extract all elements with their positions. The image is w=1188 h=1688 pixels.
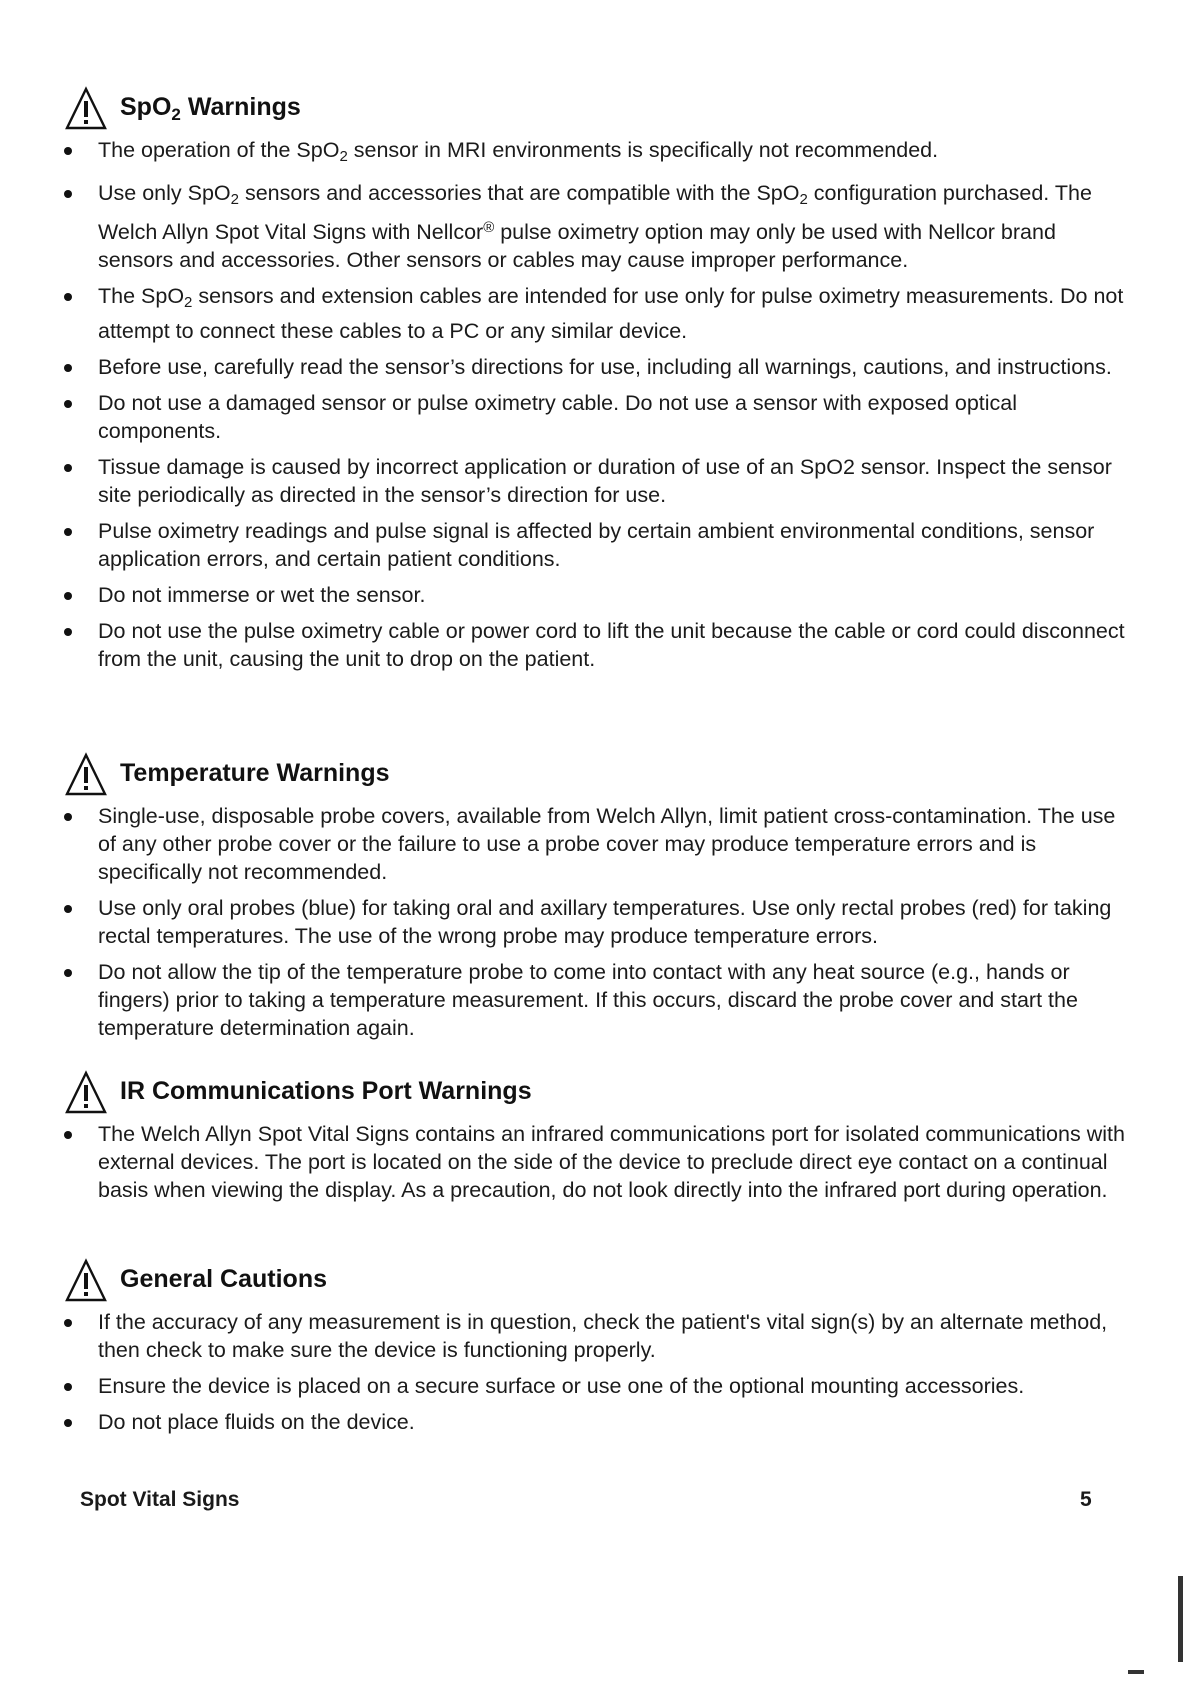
list-item: Single-use, disposable probe covers, available from Welch Allyn, limit patient cross-contamination. The use of any other probe cover or the failure to use a probe cover may produce temperature errors and is specifically not recommended. <box>56 802 1136 886</box>
section-heading <box>56 748 1136 802</box>
warning-icon <box>64 1258 108 1304</box>
section-heading <box>56 1066 1136 1120</box>
list-item: Do not use a damaged sensor or pulse oximetry cable. Do not use a sensor with exposed optical components. <box>56 389 1136 445</box>
list-item: Tissue damage is caused by incorrect application or duration of use of an SpO2 sensor. Inspect the sensor site periodically as directed in the sensor’s direction for use. <box>56 453 1136 509</box>
list-item: The Welch Allyn Spot Vital Signs contains an infrared communications port for isolated communications with external devices. The port is located on the side of the device to preclude direct eye contact on a continual basis when viewing the display. As a precaution, do not look directly into the infrared port during operation. <box>56 1120 1136 1204</box>
list-item: Use only oral probes (blue) for taking oral and axillary temperatures. Use only rectal probes (red) for taking rectal temperatures. The use of the wrong probe may produce temperature errors. <box>56 894 1136 950</box>
scan-speck <box>1128 1670 1144 1674</box>
section-title: IR Communications Port Warnings <box>120 1077 532 1105</box>
list-item: Do not allow the tip of the temperature probe to come into contact with any heat source (e.g., hands or fingers) prior to taking a temperature measurement. If this occurs, discard the probe cover and start the temperature determination again. <box>56 958 1136 1042</box>
spo2-warnings-section <box>56 82 1136 681</box>
footer-page-number: 5 <box>1080 1488 1092 1511</box>
bullet-list <box>56 136 1136 673</box>
bullet-list <box>56 1308 1136 1436</box>
general-cautions-section <box>56 1254 1136 1444</box>
footer-document-title: Spot Vital Signs <box>80 1488 240 1511</box>
list-item: The SpO$_2$ sensors and extension cables are intended for use only for pulse oximetry measurements. Do not attempt to connect these cables to a PC or any similar device. <box>56 282 1136 345</box>
list-item: Before use, carefully read the sensor’s directions for use, including all warnings, cautions, and instructions. <box>56 353 1136 381</box>
bullet-list <box>56 802 1136 1042</box>
list-item: The operation of the SpO$_2$ sensor in MRI environments is specifically not recommended. <box>56 136 1136 171</box>
section-title: SpO$_2$ Warnings <box>120 93 301 124</box>
bullet-list <box>56 1120 1136 1204</box>
section-heading <box>56 82 1136 136</box>
list-item: Ensure the device is placed on a secure surface or use one of the optional mounting accessories. <box>56 1372 1136 1400</box>
ir-port-warnings-section <box>56 1066 1136 1212</box>
list-item: If the accuracy of any measurement is in question, check the patient's vital sign(s) by an alternate method, then check to make sure the device is functioning properly. <box>56 1308 1136 1364</box>
list-item: Do not use the pulse oximetry cable or power cord to lift the unit because the cable or cord could disconnect from the unit, causing the unit to drop on the patient. <box>56 617 1136 673</box>
list-item: Pulse oximetry readings and pulse signal is affected by certain ambient environmental conditions, sensor application errors, and certain patient conditions. <box>56 517 1136 573</box>
section-title: Temperature Warnings <box>120 759 390 787</box>
section-heading <box>56 1254 1136 1308</box>
scan-edge-mark <box>1178 1576 1183 1662</box>
temperature-warnings-section <box>56 748 1136 1050</box>
list-item: Do not immerse or wet the sensor. <box>56 581 1136 609</box>
section-title: General Cautions <box>120 1265 327 1293</box>
warning-icon <box>64 1070 108 1116</box>
list-item: Use only SpO$_2$ sensors and accessories that are compatible with the SpO$_2$ configuration purchased. The Welch Allyn Spot Vital Signs with Nellcor® pulse oximetry option may only be used with Nellcor brand sensors and accessories. Other sensors or cables may cause improper performance. <box>56 179 1136 274</box>
warning-icon <box>64 86 108 132</box>
warning-icon <box>64 752 108 798</box>
list-item: Do not place fluids on the device. <box>56 1408 1136 1436</box>
